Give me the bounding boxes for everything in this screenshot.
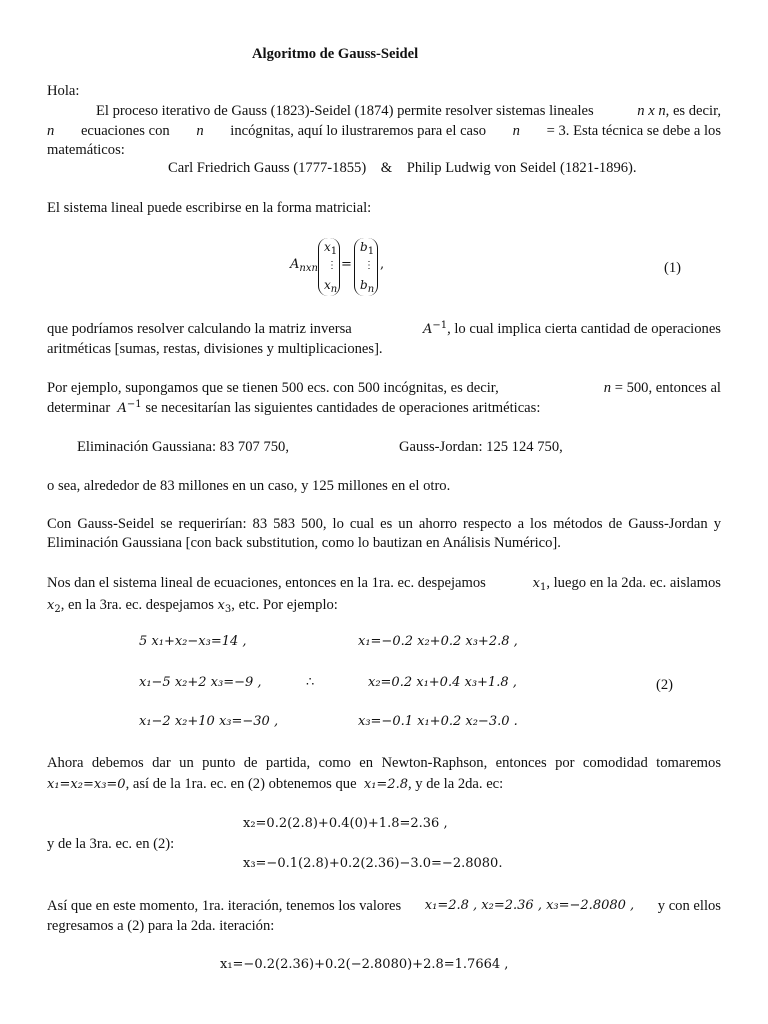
- nxn-var: n x n: [637, 103, 666, 119]
- system-right-1: x₁=−0.2 x₂+0.2 x₃+2.8 ,: [358, 634, 518, 649]
- p7-line1-end: $x_1$, luego en la 2da. ec. aislamos: [532, 575, 721, 593]
- p1-line2-a: ecuaciones con: [80, 123, 170, 139]
- calc-x3: x₃=−0.1(2.8)+0.2(2.36)−3.0=−2.8080.: [243, 856, 503, 871]
- p3-line1-end: $A^{-1}$, lo cual implica cierta cantidad de operaciones: [422, 320, 721, 337]
- bn: $b_n$: [360, 278, 375, 295]
- p4-line1: [47, 379, 721, 397]
- p7-line2: $x_2$, en la 3ra. ec. despejamos $x_3$, etc. Por ejemplo:: [47, 597, 338, 615]
- vdots: ⋮: [364, 260, 374, 271]
- p1-line2: [47, 122, 721, 140]
- p4-line1-a: Por ejemplo, supongamos que se tienen 500 ecs. con 500 incógnitas, es decir,: [47, 380, 499, 396]
- system-right-3: x₃=−0.1 x₁+0.2 x₂−3.0 .: [358, 714, 518, 729]
- equation-1: [290, 236, 410, 298]
- matrix-A: $A_{nxn}$: [290, 257, 318, 274]
- mathematicians: Carl Friedrich Gauss (1777-1855) & Philip Ludwig von Seidel (1821-1896).: [168, 160, 637, 176]
- p1-line1: [96, 102, 721, 120]
- calc-x2: x₂=0.2(2.8)+0.4(0)+1.8=2.36 ,: [243, 816, 448, 831]
- var-n: n: [47, 123, 55, 139]
- p10-line1-b: y con ellos: [657, 898, 721, 914]
- p1-line1-tail: , es decir,: [665, 103, 721, 119]
- eq-comma: ,: [380, 257, 385, 272]
- p3-line1: [47, 320, 721, 339]
- p7-line1: [47, 574, 721, 593]
- xn: $x_n$: [324, 278, 338, 295]
- page-title: Algoritmo de Gauss-Seidel: [252, 46, 419, 62]
- count-gauss-jordan: Gauss-Jordan: 125 124 750,: [399, 439, 563, 455]
- p1-line1-text: El proceso iterativo de Gauss (1823)-Seidel (1874) permite resolver sistemas lineales: [96, 103, 594, 119]
- system-left-2: x₁−5 x₂+2 x₃=−9 ,: [139, 675, 262, 690]
- p1-line2-b: incógnitas, aquí lo ilustraremos para el caso: [230, 123, 487, 139]
- system-right-2: x₂=0.2 x₁+0.4 x₃+1.8 ,: [368, 675, 517, 690]
- system-left-3: x₁−2 x₂+10 x₃=−30 ,: [139, 714, 279, 729]
- p5: o sea, alrededor de 83 millones en un caso, y 125 millones en el otro.: [47, 478, 451, 494]
- p6-line1: Con Gauss-Seidel se requerirían: 83 583 500, lo cual es un ahorro respecto a los métodos de Gauss-Jordan y: [47, 516, 721, 532]
- p6-line2: Eliminación Gaussiana [con back substitution, como lo bautizan en Análisis Numérico].: [47, 535, 561, 551]
- calc-x1-iter2: x₁=−0.2(2.36)+0.2(−2.8080)+2.8=1.7664 ,: [220, 957, 509, 972]
- p8-line1: Ahora debemos dar un punto de partida, como en Newton-Raphson, entonces por comodidad tomaremos: [47, 755, 721, 771]
- p3-line2: aritméticas [sumas, restas, divisiones y multiplicaciones].: [47, 341, 383, 357]
- p7-line1-a: Nos dan el sistema lineal de ecuaciones, entonces en la 1ra. ec. despejamos: [47, 575, 486, 591]
- var-n: n: [196, 123, 204, 139]
- equation-number-2: (2): [656, 677, 674, 693]
- p1-line2-c: = 3. Esta técnica se debe a los: [546, 123, 721, 139]
- therefore-symbol: ∴: [306, 675, 315, 690]
- p4-line1-end: n = 500, entonces al: [603, 380, 721, 396]
- iteration1-values: x₁=2.8 , x₂=2.36 , x₃=−2.8080 ,: [424, 898, 635, 913]
- p10-line1-a: Así que en este momento, 1ra. iteración, tenemos los valores: [47, 898, 402, 914]
- p10-line1: [47, 897, 721, 915]
- system-left-1: 5 x₁+x₂−x₃=14 ,: [139, 634, 247, 649]
- p1-line3: matemáticos:: [47, 142, 125, 158]
- equals: =: [341, 257, 352, 272]
- p1-line1-end: [637, 102, 721, 120]
- p4-line2: determinar $A^{-1}$ se necesitarían las siguientes cantidades de operaciones aritméticas:: [47, 399, 541, 416]
- p2: El sistema lineal puede escribirse en la forma matricial:: [47, 200, 372, 216]
- p9: y de la 3ra. ec. en (2):: [47, 836, 175, 852]
- vdots: ⋮: [327, 260, 337, 271]
- p10-line2: regresamos a (2) para la 2da. iteración:: [47, 918, 275, 934]
- greeting: Hola:: [47, 83, 80, 99]
- p8-line2: x₁=x₂=x₃=0, así de la 1ra. ec. en (2) obtenemos que x₁=2.8, y de la 2da. ec:: [47, 776, 504, 792]
- p3-line1-a: que podríamos resolver calculando la matriz inversa: [47, 321, 352, 337]
- b1: $b_1$: [360, 240, 375, 257]
- var-n: n: [512, 123, 520, 139]
- x1: $x_1$: [324, 240, 338, 257]
- equation-number-1: (1): [664, 260, 682, 276]
- count-gaussian: Eliminación Gaussiana: 83 707 750,: [77, 439, 289, 455]
